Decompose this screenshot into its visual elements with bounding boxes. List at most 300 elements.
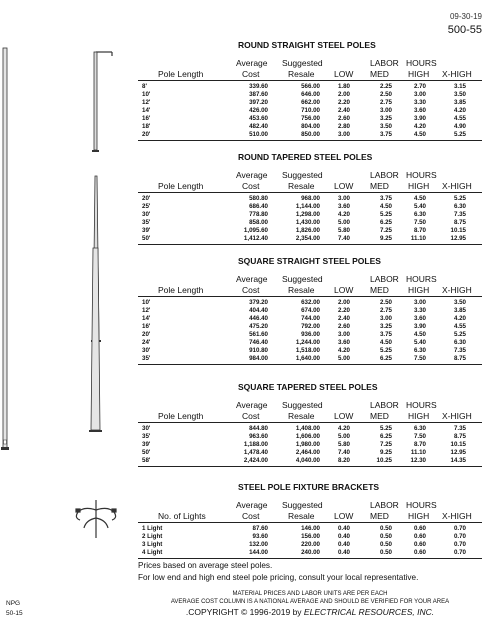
table-cell: 686.40 — [249, 203, 268, 210]
pole-illustrations — [0, 0, 132, 600]
table-row — [138, 525, 482, 533]
table-cell: 3 Light — [142, 541, 163, 548]
table-cell: 7.40 — [337, 235, 350, 242]
table-cell: 5.25 — [453, 195, 466, 202]
table-row — [138, 339, 482, 347]
table-cell: 3.00 — [379, 107, 392, 114]
col-cost: Cost — [242, 285, 260, 295]
table-cell: 778.80 — [249, 211, 268, 218]
table-cell: 1,980.00 — [295, 441, 320, 448]
table-row — [138, 91, 482, 99]
table-cell: 379.20 — [249, 299, 268, 306]
col-xhigh: X-HIGH — [442, 285, 472, 295]
table-cell: 7.35 — [453, 347, 466, 354]
table-cell: 426.00 — [249, 107, 268, 114]
table-cell: 4.20 — [337, 425, 350, 432]
table-cell: 4.50 — [413, 195, 426, 202]
col-high: HIGH — [408, 511, 430, 521]
col-hours: HOURS — [406, 170, 437, 180]
npg-label: NPG — [6, 600, 21, 607]
col-first: Pole Length — [158, 285, 204, 295]
table-cell: 10' — [142, 91, 151, 98]
table-cell: 12' — [142, 307, 151, 314]
table-row — [138, 115, 482, 123]
col-high: HIGH — [408, 411, 430, 421]
round-straight-pole-icon — [92, 52, 112, 152]
table-cell: 1,430.00 — [295, 219, 320, 226]
table-bottom-rule — [138, 466, 482, 467]
table-cell: 5.40 — [413, 339, 426, 346]
table-cell: 0.60 — [413, 525, 426, 532]
table-cell: 6.30 — [413, 347, 426, 354]
table-cell: 3.75 — [379, 195, 392, 202]
table-cell: 404.40 — [249, 307, 268, 314]
table-bottom-rule — [138, 558, 482, 559]
col-low: LOW — [334, 411, 354, 421]
header-rule — [138, 522, 482, 523]
table-cell: 2.25 — [379, 83, 392, 90]
table-cell: 1,826.00 — [295, 227, 320, 234]
table-cell: 24' — [142, 339, 151, 346]
table-cell: 674.00 — [301, 307, 320, 314]
table-cell: 6.30 — [413, 211, 426, 218]
table-cell: 1 Light — [142, 525, 163, 532]
table-cell: 3.60 — [413, 107, 426, 114]
table-cell: 4.55 — [453, 115, 466, 122]
col-high: HIGH — [408, 69, 430, 79]
table-cell: 1,144.00 — [295, 203, 320, 210]
table-cell: 5.40 — [413, 203, 426, 210]
table-cell: 746.40 — [249, 339, 268, 346]
col-labor: LABOR — [370, 400, 399, 410]
col-med: MED — [370, 181, 389, 191]
table-cell: 12.95 — [450, 235, 466, 242]
table-cell: 132.00 — [249, 541, 268, 548]
table-cell: 25' — [142, 203, 151, 210]
table-row — [138, 123, 482, 131]
table-cell: 4,040.00 — [295, 457, 320, 464]
col-resale: Resale — [288, 69, 315, 79]
table-cell: 3.00 — [337, 331, 350, 338]
table-cell: 0.50 — [379, 525, 392, 532]
table-cell: 12.30 — [410, 457, 426, 464]
table-cell: 6.30 — [453, 339, 466, 346]
table-cell: 220.00 — [301, 541, 320, 548]
table-row — [138, 425, 482, 433]
table-cell: 3.00 — [413, 91, 426, 98]
table-cell: 2,424.00 — [243, 457, 268, 464]
section-title: ROUND STRAIGHT STEEL POLES — [238, 40, 376, 50]
col-first: Pole Length — [158, 181, 204, 191]
col-first: No. of Lights — [158, 511, 206, 521]
col-xhigh: X-HIGH — [442, 181, 472, 191]
table-row — [138, 203, 482, 211]
table-row — [138, 549, 482, 557]
table-cell: 39' — [142, 441, 151, 448]
table-cell: 2.80 — [337, 123, 350, 130]
table-cell: 2.20 — [337, 307, 350, 314]
table-cell: 9.25 — [379, 235, 392, 242]
table-cell: 5.25 — [453, 131, 466, 138]
table-cell: 5.80 — [337, 441, 350, 448]
table-cell: 2.70 — [413, 83, 426, 90]
table-cell: 3.85 — [453, 307, 466, 314]
table-cell: 3.85 — [453, 99, 466, 106]
col-low: LOW — [334, 69, 354, 79]
col-resale: Resale — [288, 181, 315, 191]
col-low: LOW — [334, 285, 354, 295]
table-cell: 662.00 — [301, 99, 320, 106]
table-cell: 5.25 — [379, 425, 392, 432]
col-suggested: Suggested — [282, 274, 323, 284]
table-cell: 792.00 — [301, 323, 320, 330]
table-row — [138, 331, 482, 339]
col-hours: HOURS — [406, 58, 437, 68]
footer-line-2: AVERAGE COST COLUMN IS A NATIONAL AVERAGE AND SHOULD BE VERIFIED FOR YOUR AREA — [170, 599, 450, 605]
table-cell: 646.00 — [301, 91, 320, 98]
table-cell: 39' — [142, 227, 151, 234]
table-rows — [138, 425, 482, 465]
table-cell: 4 Light — [142, 549, 163, 556]
table-rows — [138, 195, 482, 243]
table-cell: 984.00 — [249, 355, 268, 362]
table-cell: 0.50 — [379, 533, 392, 540]
col-med: MED — [370, 285, 389, 295]
table-cell: 0.60 — [413, 533, 426, 540]
table-row — [138, 211, 482, 219]
table-cell: 4.20 — [337, 211, 350, 218]
table-cell: 844.80 — [249, 425, 268, 432]
table-cell: 2.75 — [379, 307, 392, 314]
col-hours: HOURS — [406, 400, 437, 410]
copyright: .COPYRIGHT © 1996-2019 by ELECTRICAL RESOURCES, INC. — [185, 607, 435, 617]
table-row — [138, 307, 482, 315]
table-cell: 0.70 — [453, 541, 466, 548]
table-cell: 20' — [142, 331, 151, 338]
col-xhigh: X-HIGH — [442, 511, 472, 521]
table-cell: 9.25 — [379, 449, 392, 456]
table-row — [138, 227, 482, 235]
table-cell: 453.60 — [249, 115, 268, 122]
col-suggested: Suggested — [282, 58, 323, 68]
col-med: MED — [370, 69, 389, 79]
table-cell: 2.00 — [337, 91, 350, 98]
table-row — [138, 235, 482, 243]
table-cell: 3.30 — [413, 99, 426, 106]
table-cell: 397.20 — [249, 99, 268, 106]
col-cost: Cost — [242, 69, 260, 79]
table-cell: 3.50 — [379, 123, 392, 130]
table-cell: 3.60 — [337, 203, 350, 210]
table-cell: 4.90 — [453, 123, 466, 130]
company-name: ELECTRICAL RESOURCES, INC. — [303, 607, 435, 617]
table-cell: 3.00 — [337, 131, 350, 138]
table-cell: 16' — [142, 115, 151, 122]
col-low: LOW — [334, 511, 354, 521]
col-first: Pole Length — [158, 411, 204, 421]
table-cell: 4.50 — [413, 131, 426, 138]
table-cell: 14' — [142, 315, 151, 322]
table-cell: 580.80 — [249, 195, 268, 202]
table-row — [138, 107, 482, 115]
page-ref: 50-15 — [6, 610, 23, 617]
table-cell: 756.00 — [301, 115, 320, 122]
table-cell: 4.20 — [453, 315, 466, 322]
table-cell: 0.50 — [379, 541, 392, 548]
table-cell: 0.70 — [453, 549, 466, 556]
table-cell: 7.50 — [413, 433, 426, 440]
table-cell: 2 Light — [142, 533, 163, 540]
table-cell: 850.00 — [301, 131, 320, 138]
table-cell: 3.90 — [413, 115, 426, 122]
table-cell: 6.25 — [379, 219, 392, 226]
table-row — [138, 99, 482, 107]
table-cell: 11.10 — [410, 235, 426, 242]
table-cell: 6.30 — [413, 425, 426, 432]
table-cell: 475.20 — [249, 323, 268, 330]
col-labor: LABOR — [370, 500, 399, 510]
col-cost: Cost — [242, 411, 260, 421]
table-cell: 4.50 — [379, 339, 392, 346]
table-cell: 4.55 — [453, 323, 466, 330]
table-cell: 87.60 — [252, 525, 268, 532]
table-cell: 50' — [142, 235, 151, 242]
table-cell: 146.00 — [301, 525, 320, 532]
table-cell: 4.20 — [413, 123, 426, 130]
table-cell: 50' — [142, 449, 151, 456]
section-title: SQUARE STRAIGHT STEEL POLES — [238, 256, 381, 266]
table-cell: 1,478.40 — [243, 449, 268, 456]
table-cell: 7.25 — [379, 227, 392, 234]
table-row — [138, 433, 482, 441]
col-labor: LABOR — [370, 170, 399, 180]
col-xhigh: X-HIGH — [442, 411, 472, 421]
table-row — [138, 541, 482, 549]
table-row — [138, 219, 482, 227]
col-high: HIGH — [408, 285, 430, 295]
col-med: MED — [370, 411, 389, 421]
table-cell: 2.50 — [379, 91, 392, 98]
table-row — [138, 299, 482, 307]
table-cell: 35' — [142, 219, 151, 226]
table-cell: 5.25 — [453, 331, 466, 338]
col-cost: Cost — [242, 181, 260, 191]
table-cell: 1,408.00 — [295, 425, 320, 432]
table-row — [138, 323, 482, 331]
col-average: Average — [236, 274, 268, 284]
table-cell: 3.60 — [413, 315, 426, 322]
table-cell: 4.50 — [379, 203, 392, 210]
table-cell: 6.30 — [453, 203, 466, 210]
table-cell: 3.75 — [379, 131, 392, 138]
table-cell: 2.40 — [337, 107, 350, 114]
table-cell: 16' — [142, 323, 151, 330]
table-cell: 0.50 — [379, 549, 392, 556]
table-cell: 4.20 — [453, 107, 466, 114]
table-cell: 710.00 — [301, 107, 320, 114]
table-cell: 0.40 — [337, 525, 350, 532]
table-row — [138, 449, 482, 457]
table-cell: 10' — [142, 299, 151, 306]
col-suggested: Suggested — [282, 400, 323, 410]
table-cell: 8.20 — [337, 457, 350, 464]
col-hours: HOURS — [406, 274, 437, 284]
section-title: ROUND TAPERED STEEL POLES — [238, 152, 373, 162]
table-cell: 1,640.00 — [295, 355, 320, 362]
table-cell: 2.60 — [337, 115, 350, 122]
table-cell: 2.00 — [337, 299, 350, 306]
col-labor: LABOR — [370, 274, 399, 284]
table-cell: 8.70 — [413, 441, 426, 448]
table-cell: 7.40 — [337, 449, 350, 456]
table-cell: 804.00 — [301, 123, 320, 130]
table-cell: 1,606.00 — [295, 433, 320, 440]
table-cell: 8.75 — [453, 433, 466, 440]
table-cell: 2,464.00 — [295, 449, 320, 456]
table-row — [138, 83, 482, 91]
table-cell: 10.15 — [450, 441, 466, 448]
table-cell: 8' — [142, 83, 147, 90]
table-row — [138, 533, 482, 541]
table-cell: 0.40 — [337, 549, 350, 556]
page-code: 500-55 — [447, 24, 482, 36]
table-row — [138, 347, 482, 355]
table-cell: 1,095.60 — [243, 227, 268, 234]
table-cell: 240.00 — [301, 549, 320, 556]
table-cell: 0.40 — [337, 533, 350, 540]
col-average: Average — [236, 500, 268, 510]
table-cell: 1,188.00 — [243, 441, 268, 448]
table-rows — [138, 299, 482, 363]
table-cell: 1.80 — [337, 83, 350, 90]
note-line-1: Prices based on average steel poles. — [138, 561, 273, 570]
table-cell: 30' — [142, 211, 151, 218]
table-cell: 7.35 — [453, 211, 466, 218]
table-cell: 5.80 — [337, 227, 350, 234]
col-xhigh: X-HIGH — [442, 69, 472, 79]
table-cell: 0.60 — [413, 541, 426, 548]
table-row — [138, 195, 482, 203]
table-cell: 858.00 — [249, 219, 268, 226]
table-cell: 93.60 — [252, 533, 268, 540]
table-cell: 632.00 — [301, 299, 320, 306]
table-cell: 10.25 — [376, 457, 392, 464]
page-date: 09-30-19 — [449, 12, 482, 21]
table-cell: 3.30 — [413, 307, 426, 314]
table-cell: 7.25 — [379, 441, 392, 448]
table-cell: 744.00 — [301, 315, 320, 322]
col-high: HIGH — [408, 181, 430, 191]
table-cell: 5.00 — [337, 433, 350, 440]
table-cell: 20' — [142, 131, 151, 138]
table-cell: 3.25 — [379, 115, 392, 122]
table-cell: 156.00 — [301, 533, 320, 540]
table-rows — [138, 525, 482, 557]
section-title: STEEL POLE FIXTURE BRACKETS — [238, 482, 380, 492]
table-cell: 3.25 — [379, 323, 392, 330]
table-cell: 14.35 — [450, 457, 466, 464]
table-cell: 8.75 — [453, 355, 466, 362]
table-cell: 8.75 — [453, 219, 466, 226]
footer-line-1: MATERIAL PRICES AND LABOR UNITS ARE PER EACH — [232, 591, 388, 597]
table-cell: 936.00 — [301, 331, 320, 338]
table-cell: 8.70 — [413, 227, 426, 234]
header-rule — [138, 422, 482, 423]
table-cell: 1,412.40 — [243, 235, 268, 242]
table-cell: 7.50 — [413, 219, 426, 226]
header-rule — [138, 296, 482, 297]
table-cell: 0.70 — [453, 525, 466, 532]
col-suggested: Suggested — [282, 500, 323, 510]
section-title: SQUARE TAPERED STEEL POLES — [238, 382, 378, 392]
table-cell: 2.60 — [337, 323, 350, 330]
table-cell: 482.40 — [249, 123, 268, 130]
table-cell: 5.25 — [379, 211, 392, 218]
table-cell: 910.80 — [249, 347, 268, 354]
table-cell: 3.00 — [337, 195, 350, 202]
table-cell: 4.20 — [337, 347, 350, 354]
table-cell: 2.20 — [337, 99, 350, 106]
table-cell: 7.35 — [453, 425, 466, 432]
table-cell: 0.70 — [453, 533, 466, 540]
table-cell: 5.00 — [337, 219, 350, 226]
table-cell: 3.00 — [379, 315, 392, 322]
table-cell: 0.40 — [337, 541, 350, 548]
table-cell: 35' — [142, 355, 151, 362]
col-resale: Resale — [288, 285, 315, 295]
col-average: Average — [236, 58, 268, 68]
table-cell: 5.00 — [337, 355, 350, 362]
table-bottom-rule — [138, 140, 482, 141]
table-cell: 2.50 — [379, 299, 392, 306]
table-cell: 6.25 — [379, 433, 392, 440]
table-cell: 144.00 — [249, 549, 268, 556]
col-cost: Cost — [242, 511, 260, 521]
table-cell: 3.50 — [453, 299, 466, 306]
table-cell: 7.50 — [413, 355, 426, 362]
table-cell: 510.00 — [249, 131, 268, 138]
table-bottom-rule — [138, 244, 482, 245]
table-row — [138, 355, 482, 363]
table-cell: 3.00 — [413, 299, 426, 306]
col-resale: Resale — [288, 411, 315, 421]
col-labor: LABOR — [370, 58, 399, 68]
col-first: Pole Length — [158, 69, 204, 79]
col-average: Average — [236, 170, 268, 180]
table-cell: 566.00 — [301, 83, 320, 90]
table-cell: 35' — [142, 433, 151, 440]
table-row — [138, 131, 482, 139]
table-cell: 968.00 — [301, 195, 320, 202]
table-cell: 4.50 — [413, 331, 426, 338]
table-cell: 2.40 — [337, 315, 350, 322]
col-med: MED — [370, 511, 389, 521]
table-cell: 339.60 — [249, 83, 268, 90]
table-cell: 12' — [142, 99, 151, 106]
col-suggested: Suggested — [282, 170, 323, 180]
table-cell: 387.60 — [249, 91, 268, 98]
note-line-2: For low end and high end steel pole pricing, consult your local representative. — [138, 573, 419, 582]
header-rule — [138, 192, 482, 193]
table-cell: 3.60 — [337, 339, 350, 346]
table-cell: 1,518.00 — [295, 347, 320, 354]
col-resale: Resale — [288, 511, 315, 521]
col-low: LOW — [334, 181, 354, 191]
table-cell: 3.90 — [413, 323, 426, 330]
table-row — [138, 441, 482, 449]
col-hours: HOURS — [406, 500, 437, 510]
table-cell: 1,298.00 — [295, 211, 320, 218]
